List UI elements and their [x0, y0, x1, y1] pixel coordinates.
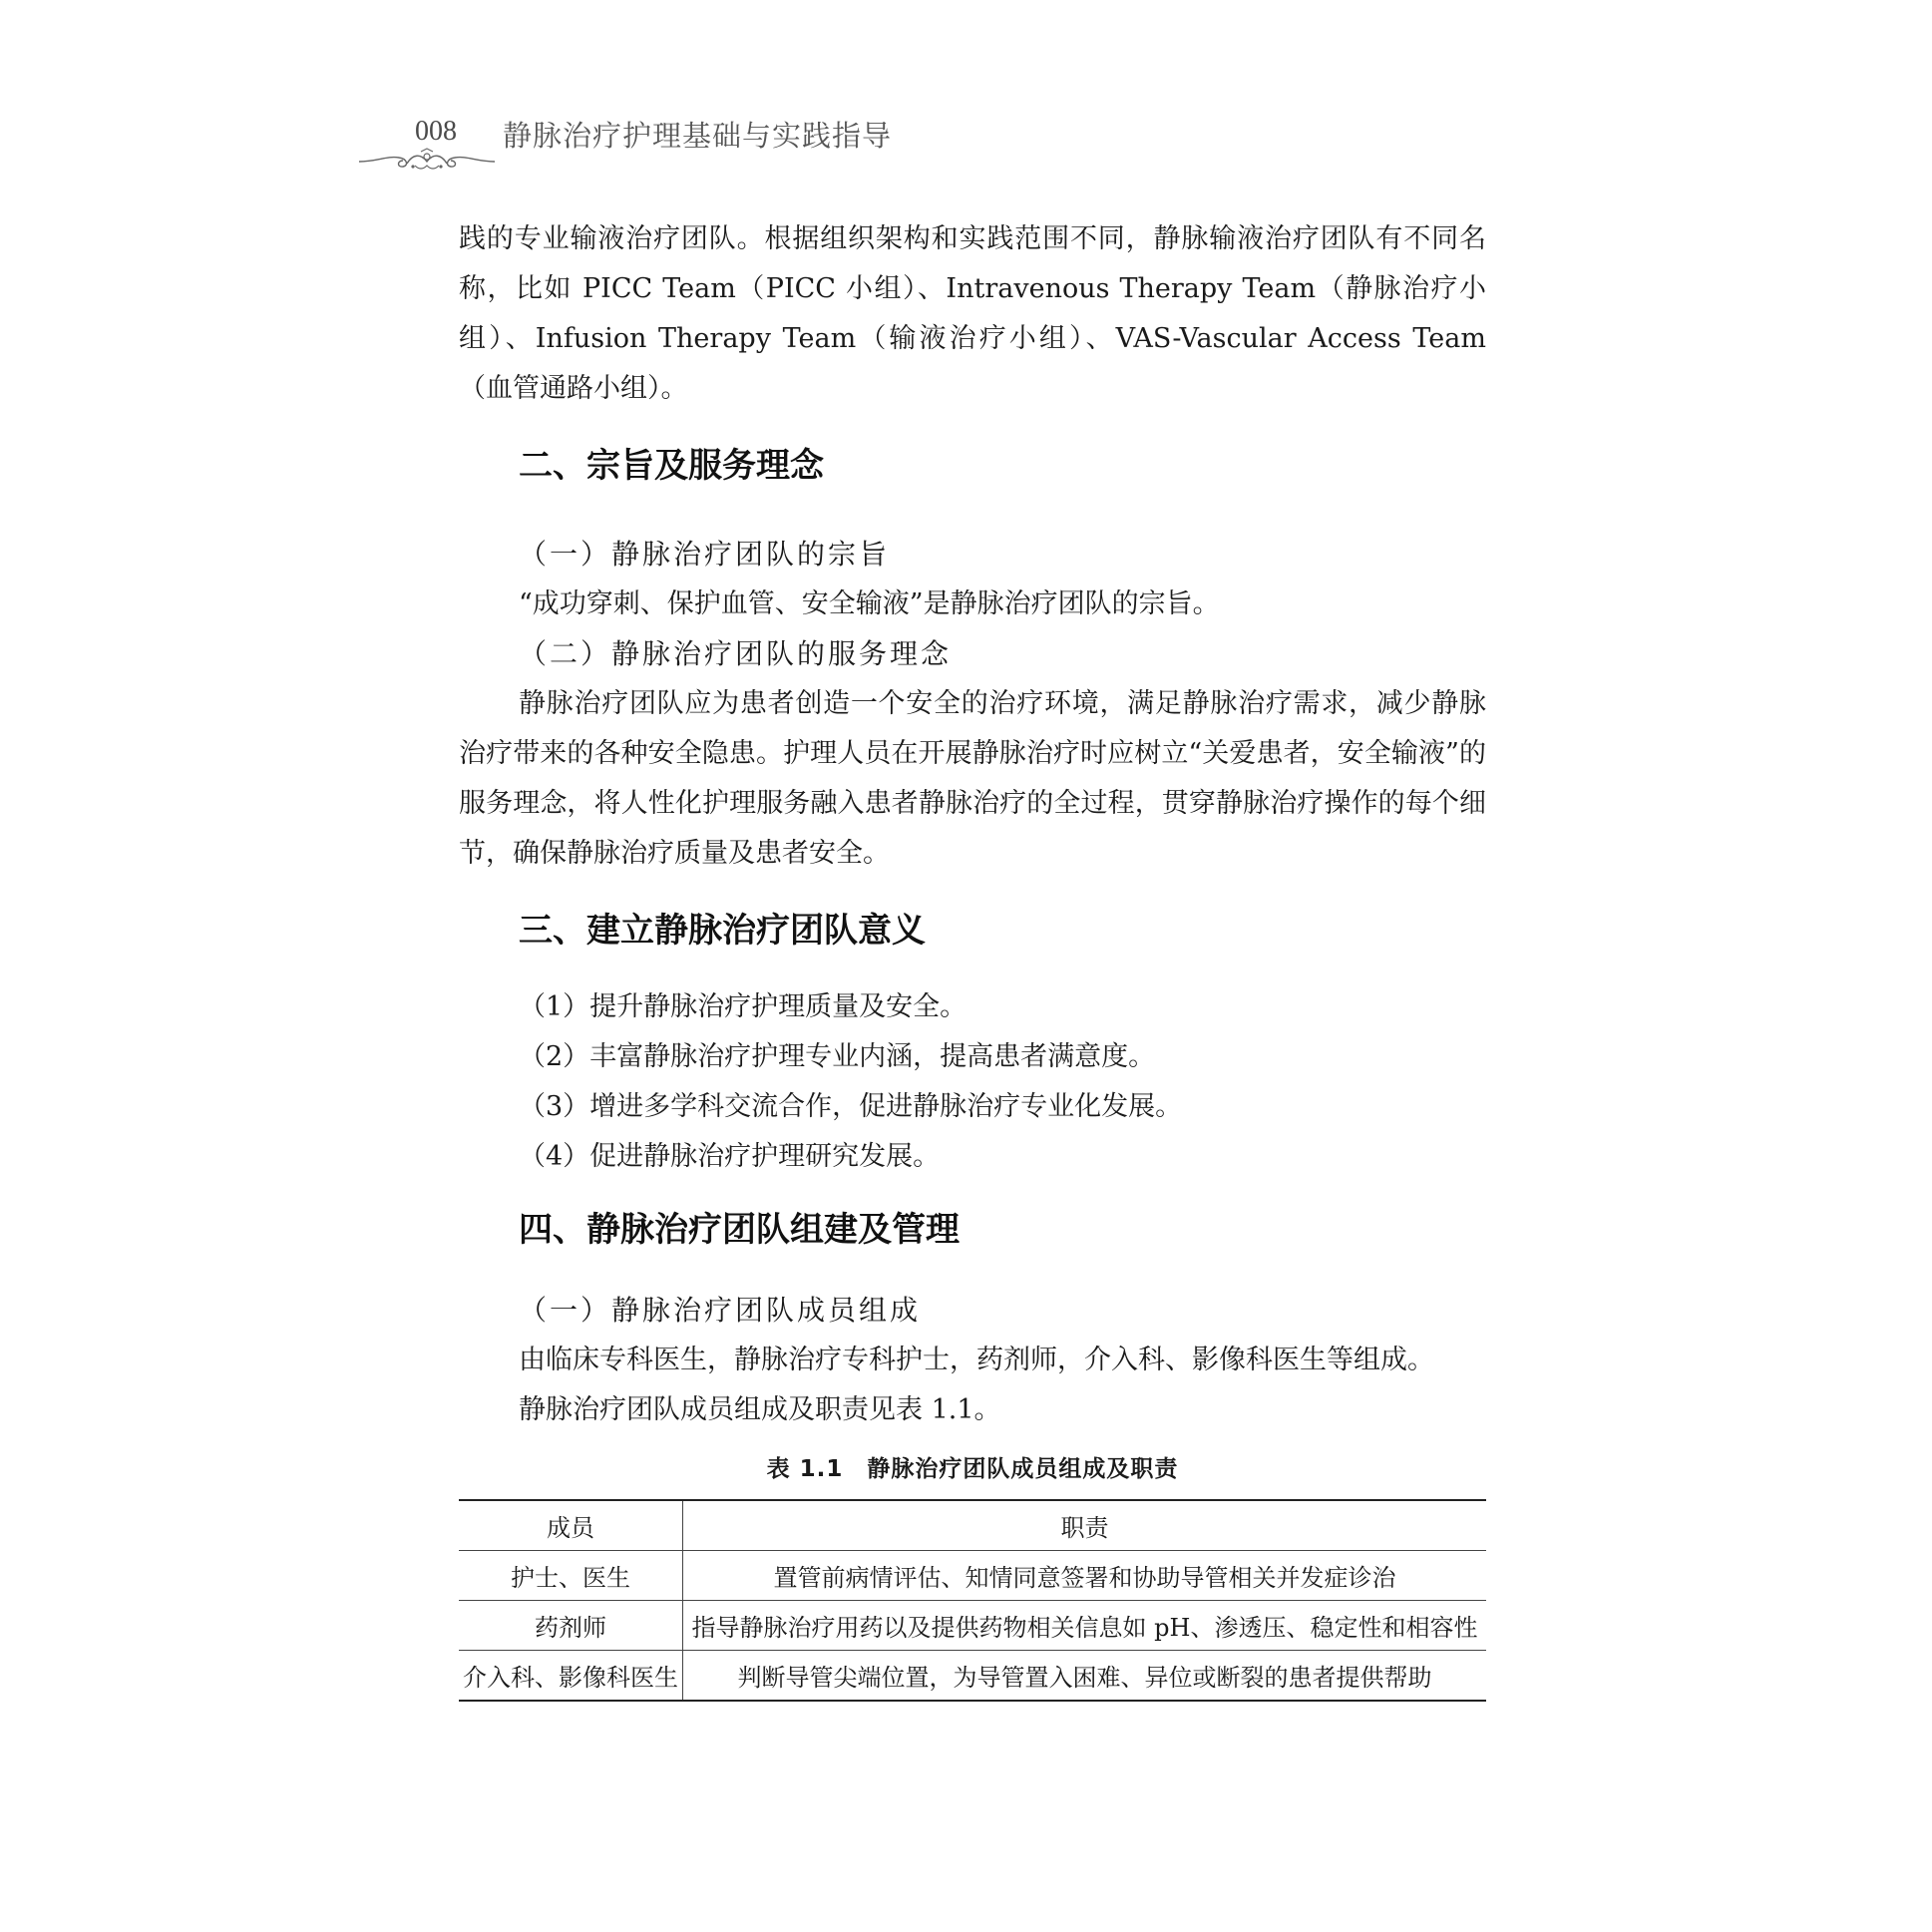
member-duty-table — [459, 1499, 1486, 1702]
service-concept-paragraph: 静脉治疗团队应为患者创造一个安全的治疗环境，满足静脉治疗需求，减少静脉治疗带来的各种安全隐患。护理人员在开展静脉治疗时应树立“关爱患者，安全输液”的服务理念，将人性化护理服务融入患者静脉治疗的全过程，贯穿静脉治疗操作的每个细节，确保静脉治疗质量及患者安全。 — [459, 688, 1486, 869]
table-cell-duty: 置管前病情评估、知情同意签署和协助导管相关并发症诊治 — [683, 1551, 1487, 1601]
column-header-duty: 职责 — [683, 1500, 1487, 1551]
table-caption: 表 1.1 静脉治疗团队成员组成及职责 — [766, 1456, 1179, 1482]
purpose-paragraph: “成功穿刺、保护血管、安全输液”是静脉治疗团队的宗旨。 — [519, 588, 1220, 619]
table-cell-member: 药剂师 — [459, 1601, 683, 1651]
members-paragraph: 由临床专科医生，静脉治疗专科护士，药剂师，介入科、影像科医生等组成。 — [519, 1345, 1434, 1375]
page-header — [357, 112, 1055, 172]
table-cell-duty: 指导静脉治疗用药以及提供药物相关信息如 pH、渗透压、稳定性和相容性 — [683, 1601, 1487, 1651]
column-header-member: 成员 — [459, 1500, 683, 1551]
page-content — [459, 214, 1486, 1702]
book-title: 静脉治疗护理基础与实践指导 — [503, 119, 893, 153]
page-number: 008 — [415, 116, 457, 147]
table-row — [459, 1551, 1486, 1601]
table-reference-paragraph: 静脉治疗团队成员组成及职责见表 1.1。 — [519, 1394, 1001, 1425]
section-heading-purpose: 二、宗旨及服务理念 — [519, 446, 824, 486]
section-heading-organization: 四、静脉治疗团队组建及管理 — [519, 1210, 960, 1250]
subheading-members: （一）静脉治疗团队成员组成 — [519, 1294, 922, 1327]
table-cell-member: 护士、医生 — [459, 1551, 683, 1601]
list-item: （1）提升静脉治疗护理质量及安全。 — [519, 991, 967, 1022]
list-item: （4）促进静脉治疗护理研究发展。 — [519, 1141, 941, 1172]
subheading-purpose: （一）静脉治疗团队的宗旨 — [519, 538, 891, 571]
table-cell-member: 介入科、影像科医生 — [459, 1651, 683, 1702]
subheading-service-concept: （二）静脉治疗团队的服务理念 — [519, 637, 953, 670]
list-item: （2）丰富静脉治疗护理专业内涵，提高患者满意度。 — [519, 1041, 1156, 1072]
table-header-row — [459, 1500, 1486, 1551]
table-row — [459, 1601, 1486, 1651]
list-item: （3）增进多学科交流合作，促进静脉治疗专业化发展。 — [519, 1091, 1183, 1122]
scroll-ornament-icon — [357, 148, 497, 174]
intro-paragraph: 践的专业输液治疗团队。根据组织架构和实践范围不同，静脉输液治疗团队有不同名称，比如 PICC Team（PICC 小组）、Intravenous Therapy Team（静脉治疗小组）、Infusion Therapy Team（输液治疗小组）、VAS-Vascular Access Team（血管通路小组）。 — [459, 223, 1486, 404]
section-heading-significance: 三、建立静脉治疗团队意义 — [519, 911, 926, 951]
table-cell-duty: 判断导管尖端位置，为导管置入困难、异位或断裂的患者提供帮助 — [683, 1651, 1487, 1702]
table-row — [459, 1651, 1486, 1702]
